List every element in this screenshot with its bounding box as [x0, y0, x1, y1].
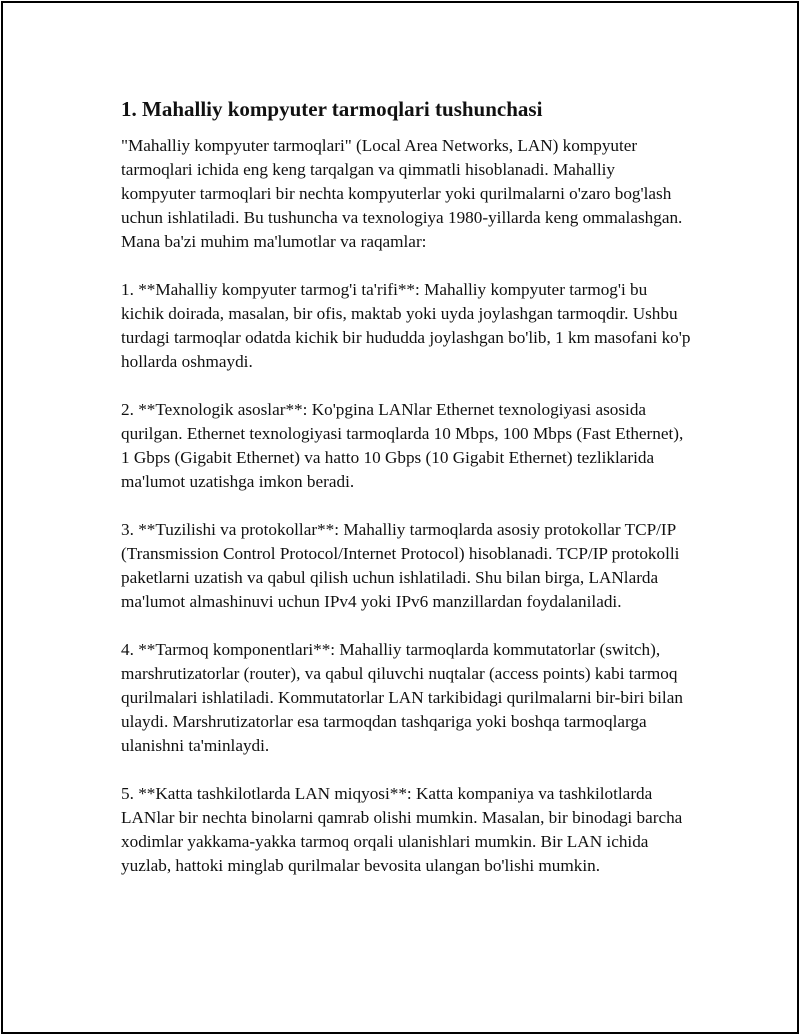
page-frame — [1, 1, 799, 1034]
intro-paragraph: "Mahalliy kompyuter tarmoqlari" (Local Area Networks, LAN) kompyuter tarmoqlari ichida eng keng tarqalgan va qimmatli hisoblanadi. Mahalliy kompyuter tarmoqlari bir nechta kompyuterlar yoki qurilmalarni o'zaro bog'lash uchun ishlatiladi. Bu tushuncha va texnologiya 1980-yillarda keng ommalashgan. Mana ba'zi muhim ma'lumotlar va raqamlar: — [121, 136, 683, 251]
list-item: 1. **Mahalliy kompyuter tarmog'i ta'rifi**: Mahalliy kompyuter tarmog'i bu kichik doirada, masalan, bir ofis, maktab yoki uyda joylashgan tarmoqdir. Ushbu turdagi tarmoqlar odatda kichik bir hududda joylashgan bo'lib, 1 km masofani ko'p hollarda oshmaydi. — [121, 280, 691, 371]
list-item: 3. **Tuzilishi va protokollar**: Mahalliy tarmoqlarda asosiy protokollar TCP/IP (Transmission Control Protocol/Internet Protocol) hisoblanadi. TCP/IP protokolli paketlarni uzatish va qabul qilish uchun ishlatiladi. Shu bilan birga, LANlarda ma'lumot almashinuvi uchun IPv4 yoki IPv6 manzillardan foydalaniladi. — [121, 520, 680, 611]
list-item: 4. **Tarmoq komponentlari**: Mahalliy tarmoqlarda kommutatorlar (switch), marshrutizatorlar (router), va qabul qiluvchi nuqtalar (access points) kabi tarmoq qurilmalari ishlatiladi. Kommutatorlar LAN tarkibidagi qurilmalarni bir-biri bilan ulaydi. Marshrutizatorlar esa tarmoqdan tashqariga yoki boshqa tarmoqlarga ulanishni ta'minlaydi. — [121, 640, 683, 755]
list-item: 2. **Texnologik asoslar**: Ko'pgina LANlar Ethernet texnologiyasi asosida qurilgan. Ethernet texnologiyasi tarmoqlarda 10 Mbps, 100 Mbps (Fast Ethernet), 1 Gbps (Gigabit Ethernet) va hatto 10 Gbps (10 Gigabit Ethernet) tezliklarida ma'lumot uzatishga imkon beradi. — [121, 400, 684, 491]
document-body — [121, 95, 693, 878]
list-item: 5. **Katta tashkilotlarda LAN miqyosi**: Katta kompaniya va tashkilotlarda LANlar bir nechta binolarni qamrab olishi mumkin. Masalan, bir binodagi barcha xodimlar yakkama-yakka tarmoq orqali ulanishlari mumkin. Bir LAN ichida yuzlab, hattoki minglab qurilmalar bevosita ulangan bo'lishi mumkin. — [121, 784, 683, 875]
document-title: 1. Mahalliy kompyuter tarmoqlari tushunchasi — [121, 97, 543, 121]
